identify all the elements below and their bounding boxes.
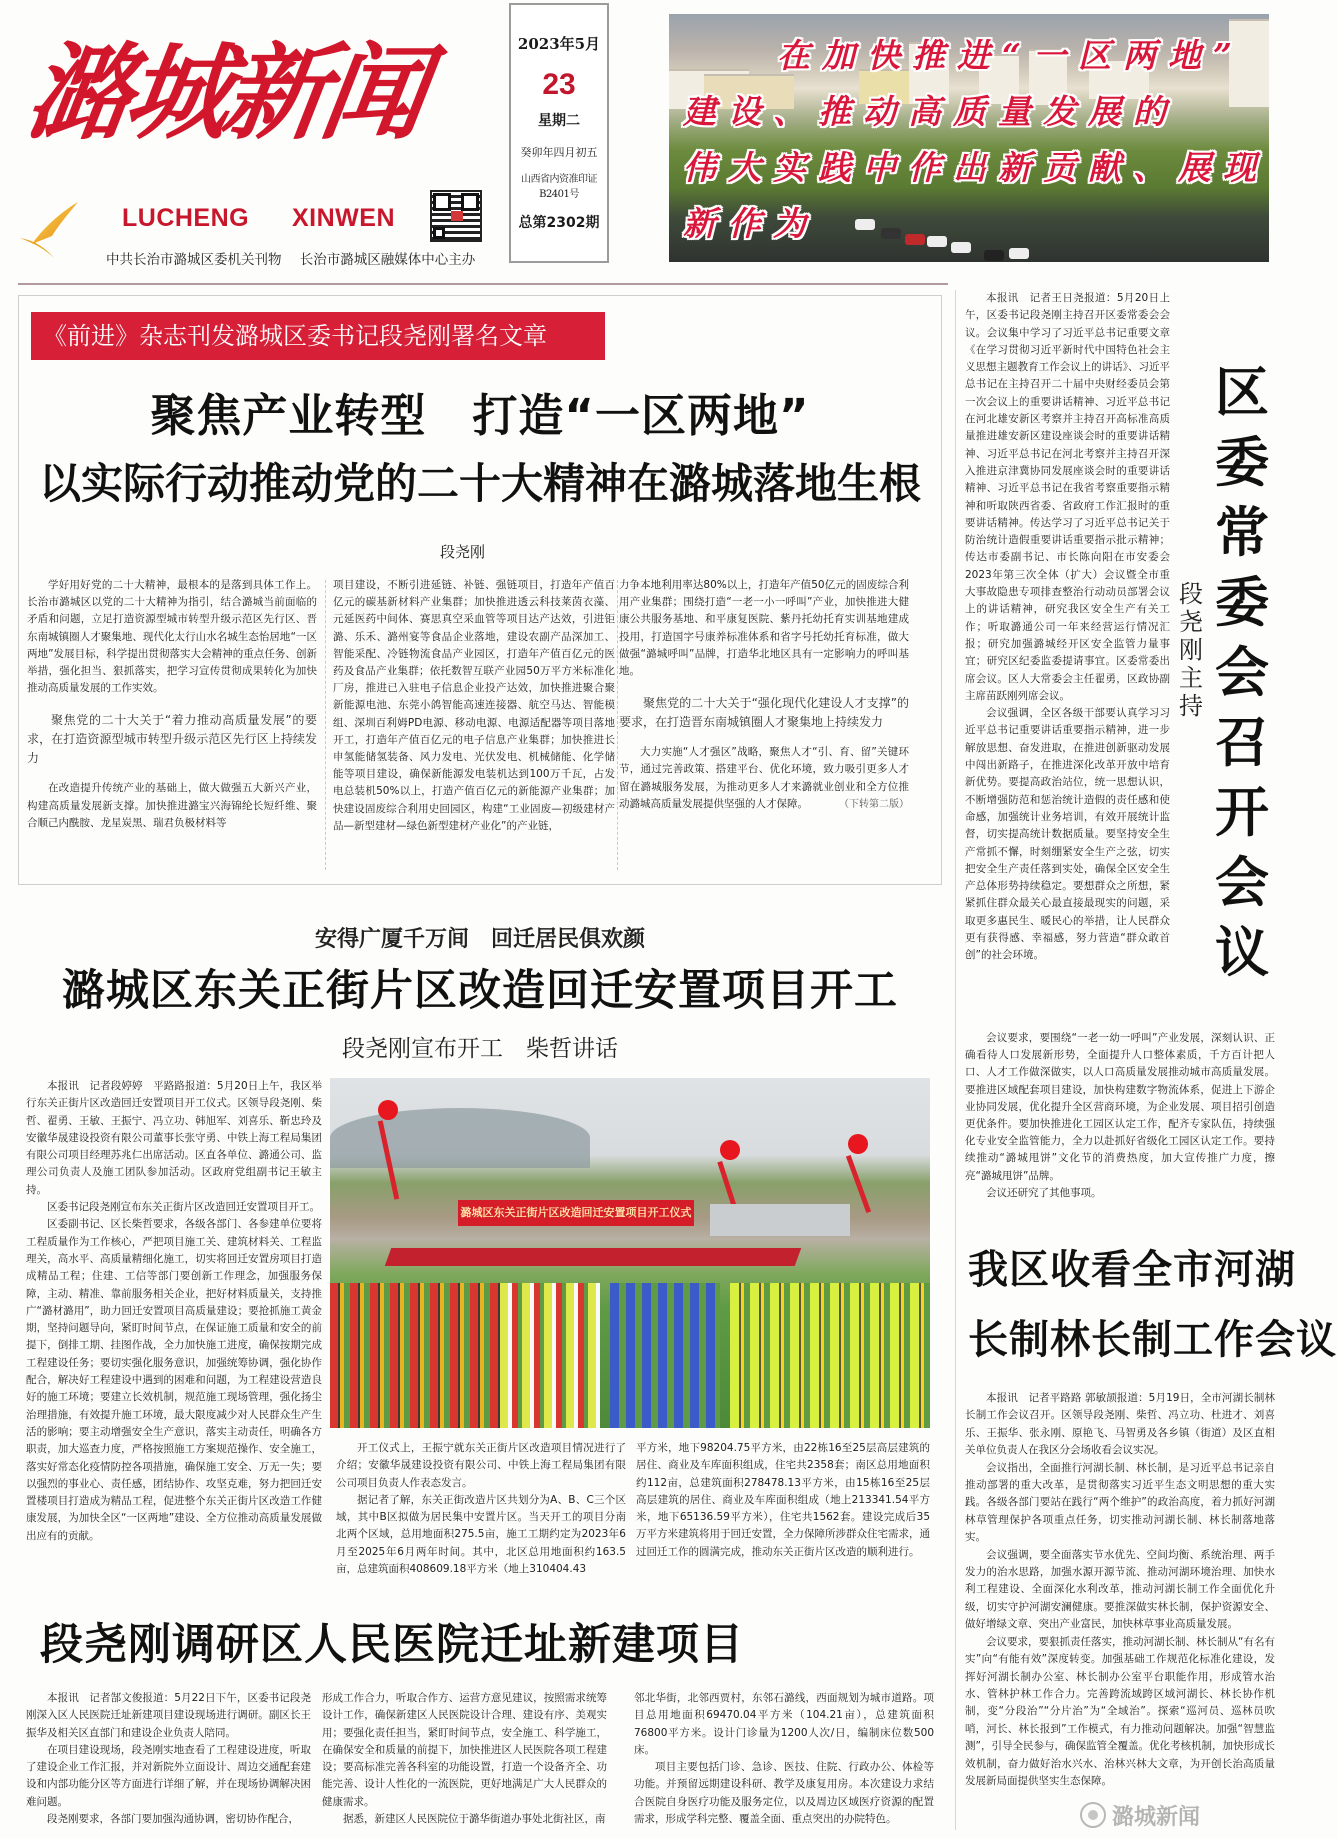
issue-year-month: 2023年5月 (517, 35, 601, 53)
logo-latin-lucheng: LUCHENG (122, 204, 250, 232)
red-carpet-stage (385, 1248, 802, 1266)
banner-photo (669, 14, 1269, 262)
paragraph: 开工仪式上，王振宁就东关正街片区改造项目情况进行了介绍；安徽华晟建设投资有限公司、中铁上海工程局集团有限公司项目负责人作表态发言。 (336, 1442, 626, 1489)
hospital-headline[interactable]: 段尧刚调研区人民医院迁址新建项目 (40, 1620, 744, 1670)
newspaper-logo-title: 潞城新闻 (19, 31, 429, 154)
standing-committee-body-narrow (965, 290, 1170, 965)
watermark-logo-icon (1080, 1802, 1106, 1828)
relocation-kicker: 安得广厦千万间 回迁居民俱欢颜 (314, 926, 645, 952)
paragraph: 本报讯 记者段婷婷 平路路报道：5月20日上午，我区举行东关正街片区改造回迁安置项目开工仪式。区领导段尧刚、柴哲、翟勇、王敏、王振宁、冯立功、韩旭军、刘喜乐、靳忠玲及安徽华晟建设投资有限公司董事长张守勇、中铁上海工程局集团有限公司项目经理苏兆仁出席活动。区直各单位、潞通公司、监理公司负责人及施工团队参加活动。区政府党组副书记王敏主持。 (26, 1080, 322, 1196)
qr-code-icon[interactable] (430, 190, 482, 242)
banner-slogan (683, 28, 1268, 252)
worker-group-red (330, 1283, 500, 1428)
paragraph: 区委书记段尧刚宣布东关正街片区改造回迁安置项目开工。 (47, 1201, 320, 1214)
paragraph: 项目主要包括门诊、急诊、医技、住院、行政办公、体检等功能。并预留远期建设科研、教学及康复用房。本次建设力求结合医院自身医疗功能及服务定位，以及周边区域医疗资源的配置需求，形成学科完整、覆盖全面、重点突出的办院特色。 (634, 1761, 934, 1826)
relocation-column-2 (336, 1440, 626, 1578)
issue-day: 23 (542, 68, 576, 101)
paragraph: 会议强调，全区各级干部要认真学习习近平总书记重要讲话重要指示精神，进一步解放思想、奋发进取，在推进创新驱动发展中闯出新路子，在推进深化改革开放中培育新优势。要提高政治站位，统一思想认识，不断增强防范和惩治统计造假的责任感和使命感，加强统计业务培训，有效开展统计监督，切实提高统计数据质量。要坚持安全生产常抓不懈，时刻绷紧安全生产之弦，切实把安全生产责任落到实处，确保全区安全生产总体形势持续稳定。要想群众之所想，紧紧抓住群众最关心最直接最现实的问题，采取更多惠民生、暖民心的举措，让人民群众更有获得感、幸福感，努力营造“群众敢首创”的社会环境。 (965, 707, 1170, 962)
paragraph: 力争本地利用率达80%以上，打造年产值50亿元的固废综合利用产业集群；围绕打造“一老一小一呼叫”产业，加快推进大健康公共服务基地、和平康复医院、紫丹托幼托育实训基地建成投用，打造国字号康养标准体系和省字号托幼托育标准，做大做强“潞城呼叫”品牌，打造华北地区具有一定影响力的呼叫基地。 (619, 579, 909, 678)
river-chief-headline-line-1[interactable]: 我区收看全市河湖 (968, 1247, 1296, 1293)
relocation-subhead: 段尧刚宣布开工 柴哲讲话 (342, 1036, 618, 1062)
slogan-line: 伟大实践中作出新贡献、展现 (683, 148, 1268, 187)
column-divider (617, 580, 618, 870)
print-permit: 山西省内资准印证B2401号 (521, 174, 597, 200)
balloon-shape (720, 1140, 740, 1160)
continued-note[interactable]: （下转第二版） (839, 799, 909, 811)
paragraph: 邻北华街，北邻西贾村，东邻石潞线，西面规划为城市道路。项目总用地面积69470.04平方米（104.21亩），总建筑面积76800平方米。设计门诊量为1200人次/日，编制床位数500床。 (634, 1692, 934, 1756)
lead-byline: 段尧刚 (440, 543, 486, 561)
swoosh-emblem-icon (18, 200, 88, 260)
paragraph: 据悉，新建区人民医院位于潞华街道办事处北街社区，南 (343, 1813, 606, 1826)
paragraph: 在改造提升传统产业的基础上，做大做强五大新兴产业，构建高质量发展新支撑。加快推进潞宝兴海锦纶长短纤维、聚合顺己内酰胺、龙星炭黑、瑞君负极材料等 (27, 782, 317, 829)
publisher-line (106, 248, 489, 268)
issue-lunar-date: 癸卯年四月初五 (520, 146, 598, 159)
paragraph: 会议要求，要狠抓责任落实，推动河湖长制、林长制从“有名有实”向“有能有效”深度转变。加强基础工作规范化标准化建设，发挥好河湖长制办公室、林长制办公室平台职能作用，形成管水治水、管林护林工作合力。完善跨流域跨区域河湖长、林长协作机制，变“分段治”“分片治”为“全域治”。探索“巡河员、巡林员吹哨，河长、林长报到”工作模式，有力推动问题解决。加强“智慧监测”，引导全民参与，确保监管全覆盖。优化考核机制，加快形成长效机制，奋力做好治水兴水、治林兴林大文章，为开创长治高质量发展新局面提供坚实生态保障。 (965, 1635, 1275, 1787)
relocation-headline[interactable]: 潞城区东关正街片区改造回迁安置项目开工 (62, 966, 898, 1016)
watermark-text: 潞城新闻 (1112, 1804, 1201, 1830)
publisher-host: 长治市潞城区融媒体中心主办 (299, 252, 476, 268)
paragraph: 会议还研究了其他事项。 (986, 1186, 1102, 1199)
paragraph: 在项目建设现场，段尧刚实地查看了工程建设进度，听取了建设企业工作汇报，并对新院外立面设计、周边交通配套建设和内部功能分区等方面进行详细了解，并在现场协调解决困难问题。 (26, 1743, 311, 1808)
issue-date-box (509, 3, 609, 263)
river-chief-headline-line-2[interactable]: 长制林长制工作会议 (968, 1317, 1337, 1363)
right-column-divider (955, 290, 956, 1830)
hospital-column-2 (322, 1690, 607, 1828)
relocation-column-3 (636, 1440, 930, 1561)
ceremony-banner: 潞城区东关正街片区改造回迁安置项目开工仪式 (458, 1200, 694, 1226)
river-chief-body (965, 1390, 1275, 1790)
balloon-shape (378, 1100, 398, 1120)
publisher-organ: 中共长治市潞城区委机关刊物 (106, 252, 282, 268)
lead-column-1 (27, 577, 317, 832)
hospital-column-3 (634, 1690, 934, 1828)
relocation-column-1 (26, 1078, 322, 1545)
paragraph: 据记者了解，东关正街改造片区共划分为A、B、C三个区域，其中B区拟做为居民集中安置片区。当天开工的项目分南北两个区域，总用地面积275.5亩，施工工期约定为2023年6月至2025年6月两年时间。其中，北区总用地面积约163.5亩，总建筑面积408609.18平方米（地上310404.43 (336, 1493, 626, 1576)
paragraph: 本报讯 记者王日尧报道：5月20日上午，区委书记段尧刚主持召开区委常委会会议。会议集中学习了习近平总书记重要文章《在学习贯彻习近平新时代中国特色社会主义思想主题教育工作会议上的讲话》、习近平总书记在主持召开二十届中央财经委员会第一次会议上的重要讲话精神、习近平总书记在河北雄安新区考察并主持召开高标准高质量推进雄安新区建设座谈会时的重要讲话精神、习近平总书记在河北考察并主持召开深入推进京津冀协同发展座谈会时的重要讲话精神、习近平总书记在我省考察重要指示精神和听取陕西省委、省政府工作汇报时的重要讲话精神。传达学习了习近平总书记关于防治统计造假重要讲话重要指示批示精神；传达市委副书记、市长陈向阳在市安委会2023年第三次全体（扩大）会议暨全市重大事故隐患专项排查整治行动动员部署会议上的讲话精神，研究我区安全生产有关工作；听取潞通公司一年来经营运行情况汇报；研究加强潞城经开区安全监管力量事宜；研究区纪委监委提请事宜。区委常委出席会议。区人大常委会主任翟勇，区政协副主席苗跃刚列席会议。 (965, 292, 1170, 702)
masthead-divider (18, 283, 948, 285)
paragraph: 大力实施“人才强区”战略，聚焦人才“引、育、留”关键环节，通过完善政策、搭建平台、优化环境，致力吸引更多人才留在潞城服务发展，为推动更多人才来潞就业创业和全方位推动潞城高质量发展提供坚强的人才保障。 (619, 746, 909, 810)
slogan-line: 新作为 (683, 204, 818, 243)
paragraph: 区委副书记、区长柴哲要求，各级各部门、各参建单位要将工程质量作为工作核心，严把项目施工关、建筑材料关、工程监理关，高水平、高质量精细化施工，切实将回迁安置房项目打造成精品工程；住建、工信等部门要创新工作理念，加强服务保障，主动、精准、靠前服务相关企业，把好材料质量关，支持推广“潞材潞用”，助力回迁安置项目高质量建设；要抢抓施工黄金期，坚持问题导向，紧盯时间节点，在保证施工质量和安全的前提下，倒排工期、挂图作战，全力加快施工进度，确保按期完成工程建设任务；要切实强化服务意识，加强统筹协调，强化协作配合，解决好工程建设中遇到的困难和问题，为工程建设营造良好的施工环境；要建立长效机制，规范施工现场管理，强化扬尘治理措施，有效提升施工环境，最大限度减少对人民群众生产生活的影响；要主动增强安全生产意识，落实主动责任，明确各方职责，加大巡查力度，严格按照施工方案规范操作、安全施工，落实好常态化疫情防控各项措施，确保施工安全、万无一失；要以强烈的事业心、责任感，团结协作、攻坚克难，努力把回迁安置楼项目打造成为精品工程，促进整个东关正街片区改造工作健康发展，为加快全区“一区两地”建设、全方位推动高质量发展做出应有的贡献。 (26, 1218, 322, 1542)
standing-committee-body-wide (965, 1030, 1275, 1202)
issue-weekday: 星期二 (538, 113, 580, 129)
paragraph: 会议指出，全面推行河湖长制、林长制，是习近平总书记亲自推动部署的重大改革，是贯彻落实习近平生态文明思想的重大实践。各级各部门要站在践行“两个维护”的政治高度，着力抓好河湖林草管理保护各项重点任务，切实推动河湖长制、林长制落地落实。 (965, 1461, 1275, 1544)
issue-number: 总第2302期 (518, 215, 600, 231)
slogan-line: 在加快推进“一区两地” (777, 36, 1244, 75)
lead-headline[interactable] (20, 385, 940, 515)
worker-group-mixed (500, 1283, 600, 1428)
groundbreaking-ceremony-photo[interactable] (330, 1078, 930, 1428)
standing-committee-title[interactable]: 区委常委会召开会议 (1215, 361, 1269, 984)
logo-latin-xinwen: XINWEN (292, 204, 395, 232)
paragraph: 项目建设，不断引进延链、补链、强链项目，打造年产值百亿元的碳基新材料产业集群；加快推进透云科技莱茵衣藻、元延医药中间体、赛思真空采血管等项目达产达效，引进钜潞、乐禾、潞州宴等食品企业落地，建设农副产品深加工、智能采配、冷链物流食品产业园区，打造年产值百亿元的医药及食品产业集群；依托数智互联产业园50万平方米标准化厂房，推进已入驻电子信息企业投产达效，加快推进聚合聚新能源电池、东莞小鸽智能高速连接器、航空马达、智能模组、深圳百利姆PD电源、移动电源、电源适配器等项目落地开工，打造年产值百亿元的电子信息产业集群；加快推进长申氢能储氢装备、风力发电、光伏发电、机械储能、化学储能等项目建设，确保新能源发电装机达到100万千瓦，占发电总装机50%以上，打造产值百亿元的新能源产业集群；加快建设固废综合利用史回园区，构建“工业固废—初级建材产品—新型建材—绿色新型建材产业化”的产业链， (333, 579, 615, 832)
lead-headline-line-1[interactable]: 聚焦产业转型 打造“一区两地” (150, 389, 810, 442)
hospital-column-1 (26, 1690, 311, 1828)
paragraph: 本报讯 记者郜文俊报道：5月22日下午，区委书记段尧刚深入区人民医院迁址新建项目建设现场进行调研。副区长王振华及相关区直部门和建设企业负责人陪同。 (26, 1692, 311, 1739)
slogan-line: 建设、推动高质量发展的 (683, 92, 1178, 131)
watermark (1080, 1800, 1200, 1830)
paragraph: 会议要求，要围绕“一老一幼一呼叫”产业发展，深刻认识、正确看待人口发展新形势，全面提升人口整体素质，千方百计把人口、人才工作做深做实，以人口高质量发展推动城市高质量发展。要推进区域配套项目建设，加快构建数字物流体系，促进上下游企业协同发展，优化提升全区营商环境，为企业发展、项目招引创造更优条件。要加快推进化工园区认定工作，配齐专家队伍，持续强化专业安全监管能力，全力以赴抓好省级化工园区认定工作。要持续推动“潞城甩饼”文化节的消费热度，加大宣传推广力度，擦亮“潞城甩饼”品牌。 (965, 1032, 1275, 1182)
paragraph: 平方米，地下98204.75平方米，由22栋16至25层高层建筑的居住、商业及车库面积组成，住宅共2358套；南区总用地面积约112亩，总建筑面积278478.13平方米，由15栋16至25层高层建筑的居住、商业及车库面积组成（地上213341.54平方米，地下65136.59平方米），住宅共1562套。建设完成后35万平方米建筑将用于回迁安置，全力保障所涉群众住宅需求，通过回迁工作的圆满完成，推动东关正街片区改造的顺利进行。 (636, 1442, 930, 1558)
paragraph: 段尧刚要求，各部门要加强沟通协调，密切协作配合， (47, 1813, 299, 1826)
hill-shape (330, 1108, 590, 1168)
worker-group-blue (610, 1283, 720, 1428)
river-chief-headline[interactable] (968, 1235, 1337, 1375)
construction-wall (710, 1204, 850, 1236)
lead-kicker: 《前进》杂志刊发潞城区委书记段尧刚署名文章 (31, 312, 605, 360)
paragraph: 形成工作合力，听取合作方、运营方意见建议，按照需求统筹设计工作，确保新建区人民医院设计合理、建设有序、美观实用；要强化责任担当，紧盯时间节点，安全施工、科学施工，在确保安全和质量的前提下，加快推进区人民医院各项工程建设；要高标准完善各科室的功能设置，打造一个设备齐全、功能完善、设计人性化的一流医院，更好地满足广大人民群众的健康需求。 (322, 1692, 607, 1808)
standing-committee-subtitle: 段尧刚主持 (1179, 580, 1203, 720)
paragraph: 会议强调，要全面落实节水优先、空间均衡、系统治理、两手发力的治水思路，加强水源开源节流、推动河湖环境治理、加快水利工程建设、全面深化水利改革，推动河湖长制工作全面优化升级，切实守护河湖安澜健康。要推深做实林长制，保护资源安全、做好增绿文章、突出产业富民，加快林草事业高质量发展。 (965, 1548, 1275, 1631)
column-divider (325, 580, 326, 870)
paragraph: 学好用好党的二十大精神，最根本的是落到具体工作上。长治市潞城区以党的二十大精神为指引，结合潞城当前面临的矛盾和问题，立足打造资源型城市转型升级示范区先行区、晋东南城镇圈人才聚集地、现代化太行山水名城生态怡居地“一区两地”发展目标，科学提出贯彻落实大会精神的重点任务、创新举措，强化担当、狠抓落实，把学习宣传贯彻成果转化为加快推动高质量发展的工作实效。 (27, 579, 317, 695)
lead-column-3 (619, 577, 909, 813)
worker-group-yellow (730, 1283, 930, 1428)
lead-subhead-1: 聚焦党的二十大关于“着力推动高质量发展”的要求，在打造资源型城市转型升级示范区先行区上持续发力 (27, 713, 317, 766)
lead-headline-line-2[interactable]: 以实际行动推动党的二十大精神在潞城落地生根 (38, 459, 921, 508)
masthead (0, 0, 1280, 270)
lead-subhead-2: 聚焦党的二十大关于“强化现代化建设人才支撑”的要求，在打造晋东南城镇圈人才聚集地上持续发力 (619, 696, 909, 730)
paragraph: 本报讯 记者平路路 郭敏颉报道：5月19日，全市河湖长制林长制工作会议召开。区领导段尧刚、柴哲、冯立功、杜进才、刘喜乐、王振华、张永刚、原艳飞、马智勇及各乡镇（街道）及区直相关单位负责人在我区分会场收看会议实况。 (965, 1392, 1275, 1457)
balloon-shape (848, 1134, 868, 1154)
lead-column-2 (333, 577, 615, 835)
